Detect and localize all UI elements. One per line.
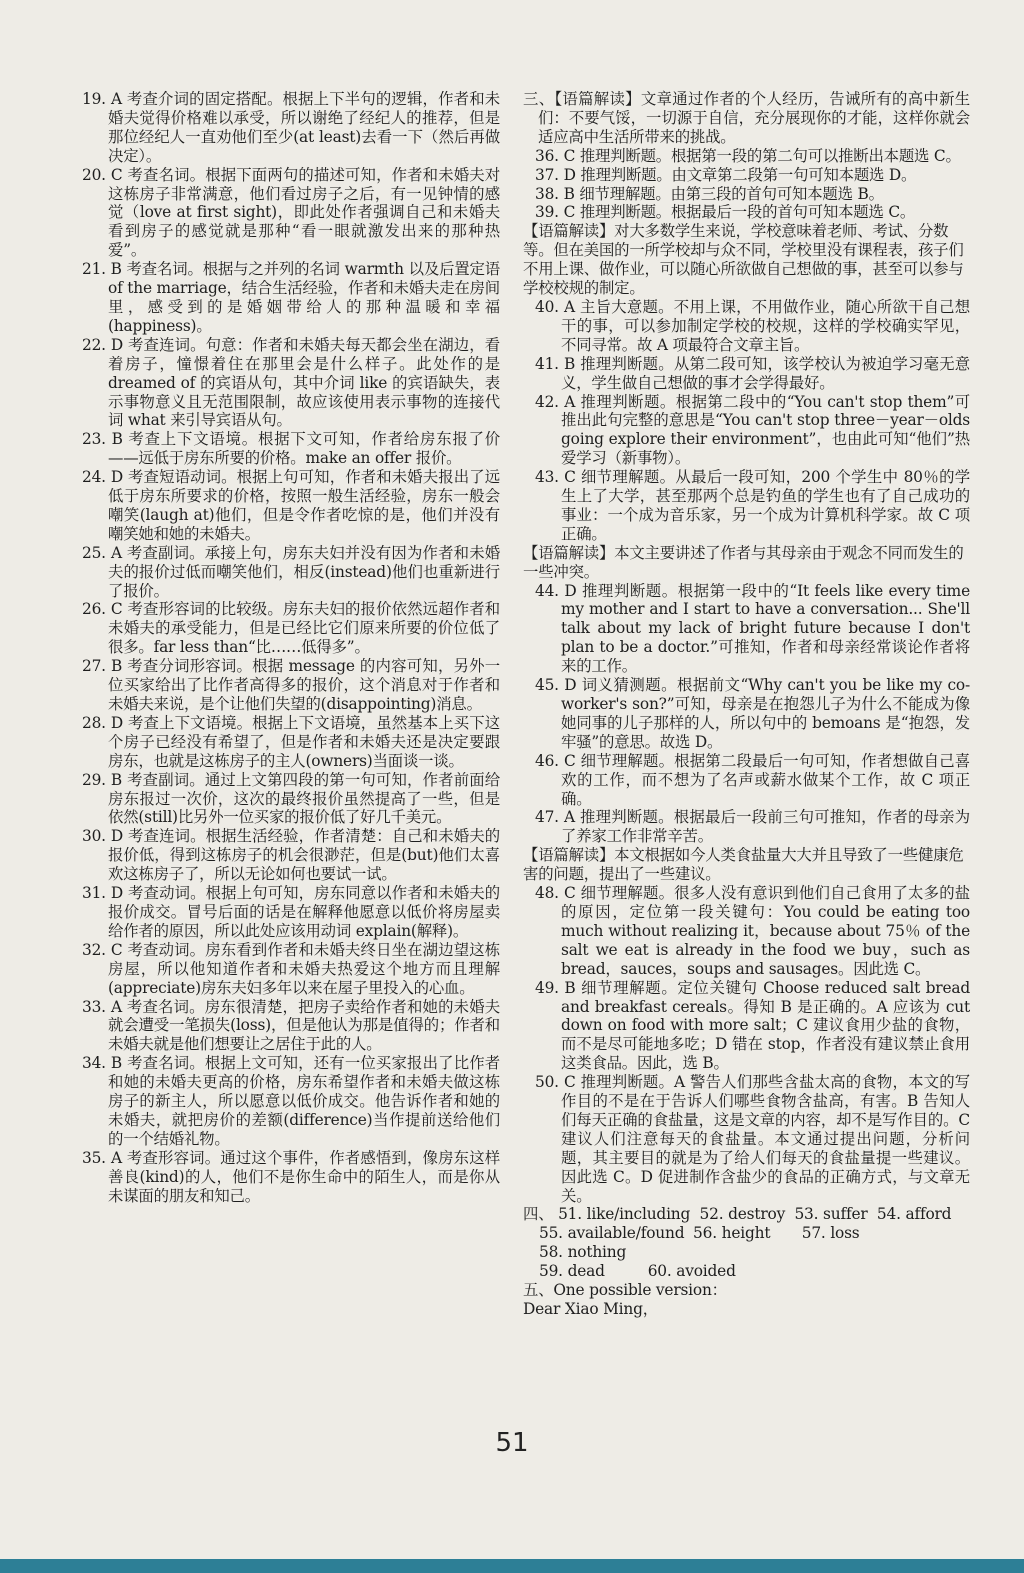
- answer-item: 37. D 推理判断题。由文章第二段第一句可知本题选 D。: [535, 165, 917, 184]
- section-5-label: 五、One possible version：: [523, 1281, 727, 1300]
- answer-item: 40. A 主旨大意题。不用上课，不用做作业，随心所欲干自己想干的事，可以参加制定学校的校规，这样的学校确实罕见，不同寻常。故 A 项最符合文章主旨。: [535, 297, 970, 354]
- answer-item: 30. D 考查连词。根据生活经验，作者清楚：自己和未婚夫的报价低，得到这栋房子的机会很渺茫，但是(but)他们太喜欢这栋房子了，所以无论如何也要试一试。: [82, 827, 500, 884]
- answer-item: 50. C 推理判断题。A 警告人们那些含盐太高的食物，本文的写作目的不是在于告诉人们哪些食物含盐高，有害。B 告知人们每天正确的食盐量，这是文章的内容，却不是写作目的。C 建议人们注意每天的食盐量。本文通过提出问题，分析问题，其主要目的就是为了给人们每天的食盐量提一些建议。因此选 C。D 促进制作含盐少的食品的正确方式，与文章无关。: [535, 1073, 970, 1205]
- fill-answer: 52. destroy: [699, 1205, 786, 1224]
- answer-item: 29. B 考查副词。通过上文第四段的第一句可知，作者前面给房东报过一次价，这次的最终报价虽然提高了一些，但是依然(still)比另外一位买家的报价低了好几千美元。: [82, 770, 500, 827]
- left-column: [82, 90, 500, 1205]
- answer-item: 23. B 考查上下文语境。根据下文可知，作者给房东报了价——远低于房东所要的价格。make an offer 报价。: [82, 430, 500, 468]
- section-3-intro: 三、【语篇解读】文章通过作者的个人经历，告诫所有的高中新生们：不要气馁，一切源于自信，充分展现你的才能，这样你就会适应高中生活所带来的挑战。: [523, 90, 970, 146]
- fill-answer: 53. suffer: [794, 1205, 868, 1224]
- section-4-answers: [523, 1205, 970, 1281]
- answer-item: 43. C 细节理解题。从最后一段可知，200 个学生中 80％的学生上了大学，甚至那两个总是钓鱼的学生也有了自己成功的事业：一个成为音乐家，另一个成为计算机科学家。故 C 项正确。: [535, 468, 970, 543]
- fill-answer: 54. afford: [876, 1205, 952, 1224]
- right-column: [523, 90, 970, 1319]
- fill-answer: 59. dead: [539, 1262, 605, 1281]
- passage-summary: 【语篇解读】本文根据如今人类食盐量大大并且导致了一些健康危害的问题，提出了一些建议。: [523, 846, 964, 884]
- answer-item: 24. D 考查短语动词。根据上句可知，作者和未婚夫报出了远低于房东所要求的价格，按照一般生活经验，房东一般会嘲笑(laugh at)他们，但是令作者吃惊的是，他们并没有嘲笑她和她的未婚夫。: [82, 468, 500, 543]
- bottom-stripe: [0, 1559, 1024, 1573]
- answer-item: 25. A 考查副词。承接上句，房东夫妇并没有因为作者和未婚夫的报价过低而嘲笑他们，相反(instead)他们也重新进行了报价。: [82, 543, 500, 600]
- answer-item: 31. D 考查动词。根据上句可知，房东同意以作者和未婚夫的报价成交。冒号后面的话是在解释他愿意以低价将房屋卖给作者的原因，所以此处应该用动词 explain(解释)。: [82, 884, 500, 940]
- answer-item: 32. C 考查动词。房东看到作者和未婚夫终日坐在湖边望这栋房屋，所以他知道作者和未婚夫热爱这个地方而且理解(appreciate)房东夫妇多年以来在屋子里投入的心血。: [82, 940, 500, 997]
- answer-item: 41. B 推理判断题。从第二段可知，该学校认为被迫学习毫无意义，学生做自己想做的事才会学得最好。: [535, 354, 970, 392]
- page-number: 51: [495, 1428, 529, 1458]
- answer-item: 44. D 推理判断题。根据第一段中的“It feels like every time my mother and I start to have a conversation... She'll talk about my lack of bright future because I don't plan to be a doctor.”可推知，作者和母亲经常谈论作者将来的工作。: [535, 581, 970, 676]
- answer-item: 48. C 细节理解题。很多人没有意识到他们自己食用了太多的盐的原因，定位第一段关键句：You could be eating too much without realizing it，because about 75％ of the salt we eat is already in the food we buy，such as bread，sauces，soups and sausages。因此选 C。: [535, 884, 970, 978]
- answer-item: 34. B 考查名词。根据上文可知，还有一位买家报出了比作者和她的未婚夫更高的价格，房东希望作者和未婚夫做这栋房子的新主人，所以愿意以低价成交。他告诉作者和她的未婚夫，就把房价的差额(difference)当作提前送给他们的一个结婚礼物。: [82, 1054, 500, 1148]
- fill-answer: 51. like/including: [558, 1205, 691, 1224]
- answer-item: 39. C 推理判断题。根据最后一段的首句可知本题选 C。: [535, 203, 916, 222]
- answer-item: 21. B 考查名词。根据与之并列的名词 warmth 以及后置定语 of the marriage，结合生活经验，作者和未婚夫走在房间里，感受到的是婚姻带给人的那种温暖和幸福(happiness)。: [82, 260, 500, 335]
- answer-item: 35. A 考查形容词。通过这个事件，作者感悟到，像房东这样善良(kind)的人，他们不是你生命中的陌生人，而是你从未谋面的朋友和知己。: [82, 1148, 500, 1205]
- fill-answer: 58. nothing: [539, 1243, 627, 1262]
- fill-answer: 60. avoided: [647, 1262, 736, 1281]
- passage-summary: 【语篇解读】本文主要讲述了作者与其母亲由于观念不同而发生的一些冲突。: [523, 543, 964, 581]
- passage-summary: 【语篇解读】对大多数学生来说，学校意味着老师、考试、分数等。但在美国的一所学校却与众不同，学校里没有课程表，孩子们不用上课、做作业，可以随心所欲做自己想做的事，甚至可以参与学校校规的制定。: [523, 222, 964, 298]
- answer-item: 49. B 细节理解题。定位关键句 Choose reduced salt bread and breakfast cereals。得知 B 是正确的。A 应该为 cut down on food with more salt；C 建议食用少盐的食物，而不是尽可能地多吃；D 错在 stop，作者没有建议禁止食用这类食品。因此，选 B。: [535, 978, 970, 1073]
- fill-answer: 55. available/found: [539, 1224, 685, 1243]
- answer-item: 26. C 考查形容词的比较级。房东夫妇的报价依然远超作者和未婚夫的承受能力，但是已经比它们原来所要的价位低了很多。far less than“比……低得多”。: [82, 600, 500, 657]
- answer-item: 33. A 考查名词。房东很清楚，把房子卖给作者和她的未婚夫就会遭受一笔损失(loss)，但是他认为那是值得的；作者和未婚夫就是他们想要让之居住于此的人。: [82, 997, 500, 1054]
- answer-item: 36. C 推理判断题。根据第一段的第二句可以推断出本题选 C。: [535, 146, 961, 165]
- answer-item: 45. D 词义猜测题。根据前文“Why can't you be like my co-worker's son?”可知，母亲是在抱怨儿子为什么不能成为像她同事的儿子那样的人，所以句中的 bemoans 是“抱怨，发牢骚”的意思。故选 D。: [535, 676, 970, 751]
- answer-item: 38. B 细节理解题。由第三段的首句可知本题选 B。: [535, 184, 884, 203]
- answer-item: 28. D 考查上下文语境。根据上下文语境，虽然基本上买下这个房子已经没有希望了，但是作者和未婚夫还是决定要跟房东，也就是这栋房子的主人(owners)当面谈一谈。: [82, 713, 500, 770]
- answer-item: 22. D 考查连词。句意：作者和未婚夫每天都会坐在湖边，看着房子，憧憬着住在那里会是什么样子。此处作的是 dreamed of 的宾语从句，其中介词 like 的宾语缺失，表示事物意义且无范围限制，故应该使用表示事物的连接代词 what 来引导宾语从句。: [82, 335, 500, 430]
- section-4-label: 四、: [523, 1205, 554, 1224]
- fill-answer: 57. loss: [801, 1224, 860, 1243]
- answer-item: 20. C 考查名词。根据下面两句的描述可知，作者和未婚夫对这栋房子非常满意，他们看过房子之后，有一见钟情的感觉（love at first sight)，即此处作者强调自己和未婚夫看到房子的感觉就是那种“看一眼就激发出来的那种热爱”。: [82, 165, 500, 260]
- answer-item: 47. A 推理判断题。根据最后一段前三句可推知，作者的母亲为了养家工作非常辛苦。: [535, 808, 970, 846]
- fill-answer: 56. height: [693, 1224, 771, 1243]
- answer-item: 27. B 考查分词形容词。根据 message 的内容可知，另外一位买家给出了比作者高得多的报价，这个消息对于作者和未婚夫来说，是个让他们失望的(disappointing)消息。: [82, 657, 500, 713]
- answer-item: 46. C 细节理解题。根据第二段最后一句可知，作者想做自己喜欢的工作，而不想为了名声或薪水做某个工作，故 C 项正确。: [535, 751, 970, 808]
- answer-item: 42. A 推理判断题。根据第二段中的“You can't stop them”可推出此句完整的意思是“You can't stop three－year－olds going explore their environment”，也由此可知“他们”热爱学习（新事物）。: [535, 392, 970, 468]
- letter-greeting: Dear Xiao Ming，: [523, 1300, 658, 1318]
- answer-item: 19. A 考查介词的固定搭配。根据上下半句的逻辑，作者和未婚夫觉得价格难以承受，所以谢绝了经纪人的推荐，但是那位经纪人一直劝他们至少(at least)去看一下（然后再做决定）。: [82, 90, 500, 165]
